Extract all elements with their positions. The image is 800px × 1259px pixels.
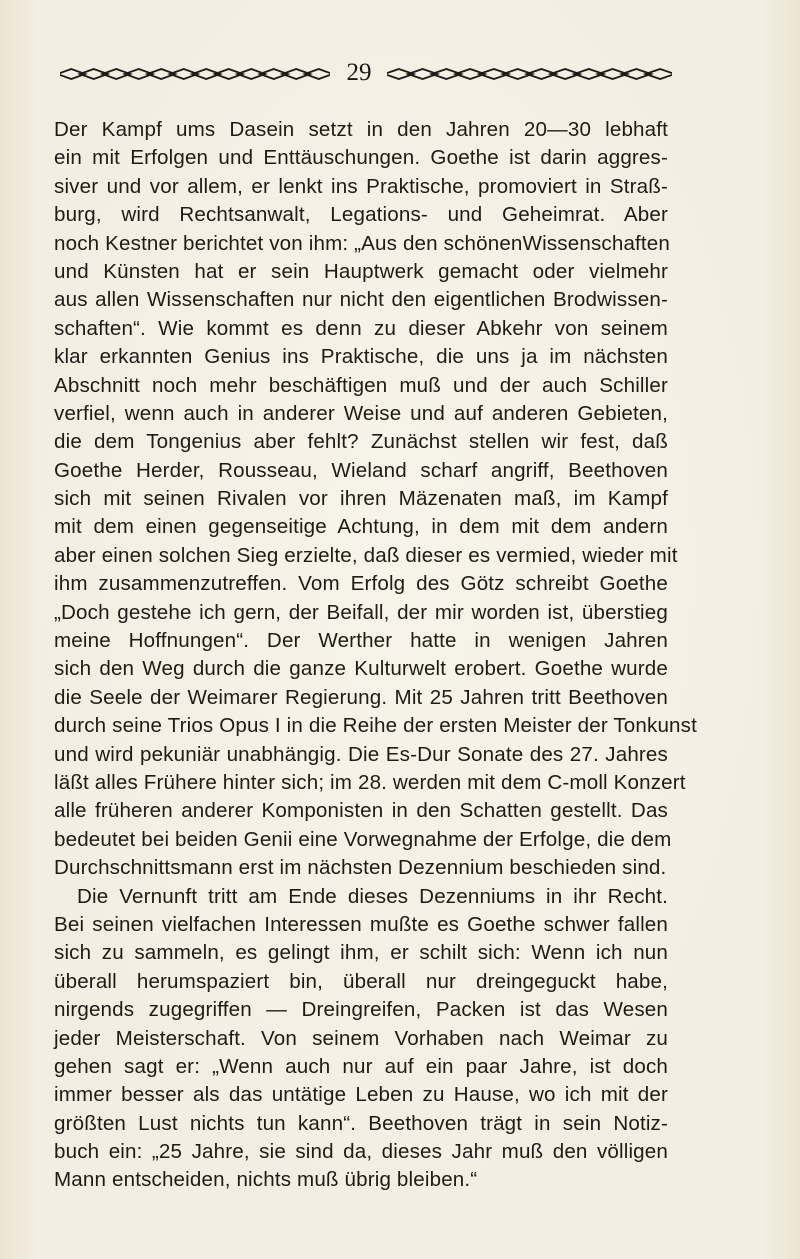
text-line: mit dem einen gegenseitige Achtung, in dem mit dem andern — [54, 515, 668, 539]
text-line: Der Kampf ums Dasein setzt in den Jahren 20—30 lebhaft — [54, 118, 668, 141]
text-line: ein mit Erfolgen und Enttäuschungen. Goethe ist darin aggres- — [54, 146, 668, 170]
text-line: schaften“. Wie kommt es denn zu dieser Abkehr von seinem — [54, 316, 668, 340]
text-line: bedeutet bei beiden Genii eine Vorwegnahme der Erfolge, die dem — [54, 827, 672, 851]
text-line: gehen sagt er: „Wenn auch nur auf ein paar Jahre, ist doch — [54, 1054, 668, 1078]
text-line: immer besser als das untätige Leben zu Hause, wo ich mit der — [54, 1083, 668, 1107]
text-line: verfiel, wenn auch in anderer Weise und auf anderen Gebieten, — [54, 401, 668, 425]
text-line: sich mit seinen Rivalen vor ihren Mäzenaten maß, im Kampf — [54, 487, 668, 511]
text-line: siver und vor allem, er lenkt ins Praktische, promoviert in Straß- — [54, 174, 668, 198]
text-line: überall herumspaziert bin, überall nur dreingeguckt habe, — [54, 969, 668, 993]
text-line: burg, wird Rechtsanwalt, Legations- und Geheimrat. Aber — [54, 203, 668, 227]
text-line: die Seele der Weimarer Regierung. Mit 25 Jahren tritt Beethoven — [54, 685, 668, 709]
body-text — [54, 116, 697, 1195]
text-line: Die Vernunft tritt am Ende dieses Dezenniums in ihr Recht. — [77, 884, 668, 908]
text-line: sich den Weg durch die ganze Kulturwelt erobert. Goethe wurde — [54, 657, 668, 681]
text-line: ihm zusammenzutreffen. Vom Erfolg des Götz schreibt Goethe — [54, 572, 668, 596]
text-line: läßt alles Frühere hinter sich; im 28. werden mit dem C-moll Konzert — [54, 770, 686, 794]
diamond-chain-ornament-left — [60, 66, 330, 82]
text-line: klar erkannten Genius ins Praktische, die uns ja im nächsten — [54, 345, 668, 369]
text-line: die dem Tongenius aber fehlt? Zunächst stellen wir fest, daß — [54, 430, 668, 454]
text-line: größten Lust nichts tun kann“. Beethoven trägt in sein Notiz- — [54, 1111, 668, 1135]
text-line: Durchschnittsmann erst im nächsten Dezennium beschieden sind. — [54, 856, 667, 880]
page-number: 29 — [346, 59, 372, 86]
text-line: meine Hoffnungen“. Der Werther hatte in wenigen Jahren — [54, 629, 668, 653]
text-line: durch seine Trios Opus I in die Reihe der ersten Meister der Tonkunst — [54, 714, 697, 738]
text-line: alle früheren anderer Komponisten in den Schatten gestellt. Das — [54, 799, 668, 823]
text-line: aber einen solchen Sieg erzielte, daß dieser es vermied, wieder mit — [54, 543, 678, 567]
text-line: noch Kestner berichtet von ihm: „Aus den schönenWissenschaften — [54, 231, 671, 255]
text-line: sich zu sammeln, es gelingt ihm, er schilt sich: Wenn ich nun — [54, 941, 668, 965]
text-line: und wird pekuniär unabhängig. Die Es-Dur Sonate des 27. Jahres — [54, 742, 668, 766]
text-line: Goethe Herder, Rousseau, Wieland scharf angriff, Beethoven — [54, 458, 668, 482]
text-line: und Künsten hat er sein Hauptwerk gemacht oder vielmehr — [54, 259, 668, 283]
text-line: „Doch gestehe ich gern, der Beifall, der mir worden ist, überstieg — [54, 600, 668, 624]
text-line: buch ein: „25 Jahre, sie sind da, dieses Jahr muß den völligen — [54, 1140, 668, 1164]
page-header — [0, 58, 800, 90]
text-line: Bei seinen vielfachen Interessen mußte es Goethe schwer fallen — [54, 912, 668, 936]
diamond-chain-ornament-right — [387, 66, 672, 82]
text-line: Mann entscheiden, nichts muß übrig bleiben.“ — [54, 1168, 478, 1192]
text-line: nirgends zugegriffen — Dreingreifen, Packen ist das Wesen — [54, 998, 668, 1022]
text-line: jeder Meisterschaft. Von seinem Vorhaben nach Weimar zu — [54, 1026, 668, 1050]
text-line: Abschnitt noch mehr beschäftigen muß und der auch Schiller — [54, 373, 668, 397]
text-line: aus allen Wissenschaften nur nicht den eigentlichen Brodwissen- — [54, 288, 668, 312]
